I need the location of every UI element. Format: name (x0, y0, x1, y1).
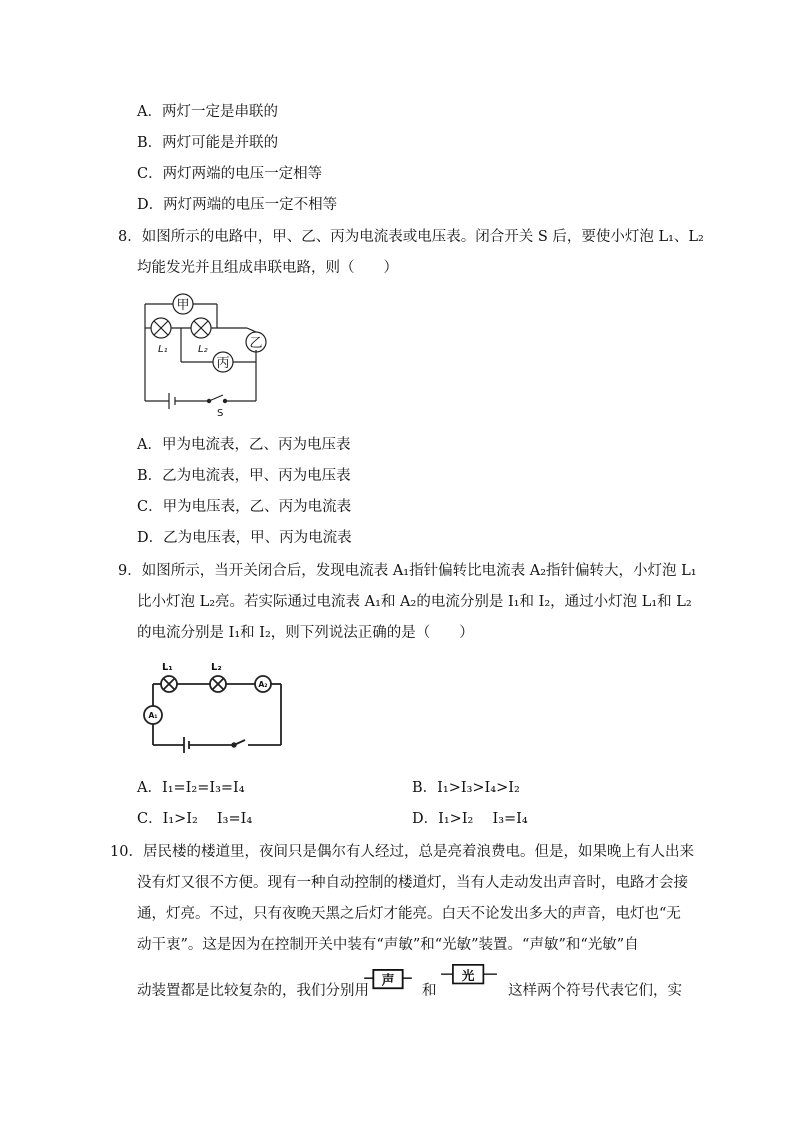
switch-s-label: S (217, 408, 224, 419)
meter-yi-label: 乙 (249, 336, 263, 351)
q7-option-a: A．两灯一定是串联的 (137, 104, 278, 120)
q8-stem-line2: 均能发光并且组成串联电路，则（ ） (137, 260, 398, 276)
lamp-l2-label: L₂ (198, 344, 208, 355)
sound-sensor-symbol (362, 969, 414, 991)
q7-option-d: D．两灯两端的电压一定不相等 (137, 197, 338, 213)
light-symbol-label: 光 (461, 968, 475, 984)
q10-stem-line5-part1: 动装置都是比较复杂的，我们分别用 (137, 983, 369, 999)
q8-stem-line1: 8．如图所示的电路中，甲、乙、丙为电流表或电压表。闭合开关 S 后，要使小灯泡 L₁、L₂ (118, 229, 704, 245)
meter-bing-label: 丙 (216, 356, 230, 371)
q9-option-c: C．I₁>I₂ I₃=I₄ (137, 811, 253, 827)
q9-lamp-l1-label: L₁ (162, 662, 173, 673)
q9-lamp-l2-label: L₂ (211, 662, 222, 673)
lamp-l1-label: L₁ (158, 344, 168, 355)
q8-option-c: C．甲为电压表，乙、丙为电流表 (137, 499, 352, 515)
sound-symbol-label: 声 (381, 973, 395, 989)
q8-option-a: A．甲为电流表，乙、丙为电压表 (137, 437, 351, 453)
meter-a2-label: A₂ (258, 680, 268, 689)
q10-stem-line5-part3: 这样两个符号代表它们，实 (508, 983, 682, 999)
q8-option-d: D．乙为电压表，甲、丙为电流表 (137, 530, 352, 546)
q7-option-c: C．两灯两端的电压一定相等 (137, 166, 323, 182)
q9-circuit-diagram (142, 656, 290, 756)
q9-stem-line2: 比小灯泡 L₂亮。若实际通过电流表 A₁和 A₂的电流分别是 I₁和 I₂，通过小灯泡 L₁和 L₂ (137, 594, 692, 610)
meter-jia-label: 甲 (176, 298, 190, 313)
q10-stem-line3: 通，灯亮。不过，只有夜晚天黑之后灯才能亮。白天不论发出多大的声音，电灯也“无 (137, 906, 681, 922)
q8-circuit-diagram (137, 290, 277, 420)
q10-stem-line5-part2: 和 (422, 983, 437, 999)
q9-stem-line1: 9．如图所示，当开关闭合后，发现电流表 A₁指针偏转比电流表 A₂指针偏转大，小灯泡 L₁ (118, 563, 697, 579)
q7-option-b: B．两灯可能是并联的 (137, 135, 279, 151)
q10-stem-line4: 动干衷”。这是因为在控制开关中装有“声敏”和“光敏”装置。“声敏”和“光敏”自 (137, 937, 639, 953)
q9-option-a: A．I₁=I₂=I₃=I₄ (137, 780, 245, 796)
q9-option-d: D．I₁>I₂ I₃=I₄ (412, 811, 528, 827)
q9-option-b: B．I₁>I₃>I₄>I₂ (412, 780, 520, 796)
light-sensor-symbol (436, 964, 502, 986)
q8-option-b: B．乙为电流表，甲、丙为电压表 (137, 468, 351, 484)
meter-a1-label: A₁ (148, 711, 158, 720)
q10-stem-line2: 没有灯又很不方便。现有一种自动控制的楼道灯，当有人走动发出声音时，电路才会接 (137, 875, 688, 891)
q10-stem-line1: 10．居民楼的楼道里，夜间只是偶尔有人经过，总是亮着浪费电。但是，如果晚上有人出来 (110, 844, 694, 860)
q9-stem-line3: 的电流分别是 I₁和 I₂，则下列说法正确的是（ ） (137, 625, 474, 641)
